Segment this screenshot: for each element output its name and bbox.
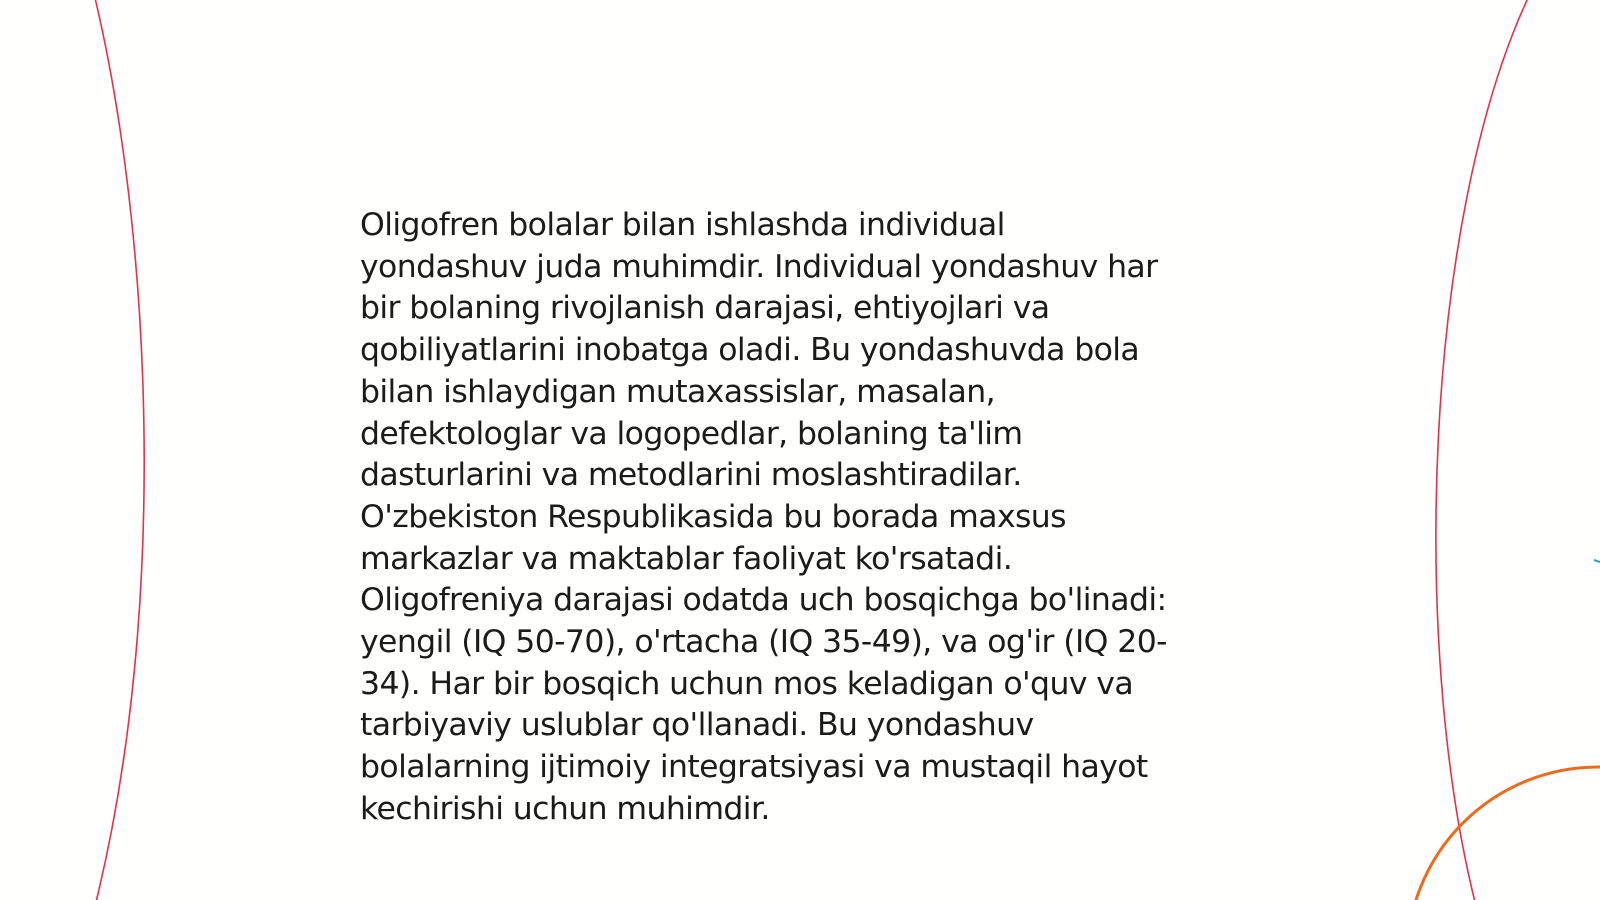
right-curve-line: [1436, 0, 1528, 900]
body-text: Oligofren bolalar bilan ishlashda individual yondashuv juda muhimdir. Individual yondashuv har bir bolaning rivojlanish darajasi, ehtiyojlari va qobiliyatlarini inobatga oladi. Bu yondashuvda bola bilan ishlaydigan mutaxassislar, masalan, defektologlar va logopedlar, bolaning ta'lim dasturlarini va metodlarini moslashtiradilar. O'zbekiston Respublikasida bu borada maxsus markazlar va maktablar faoliyat ko'rsatadi. Oligofreniya darajasi odatda uch bosqichga bo'linadi: yengil (IQ 50-70), o'rtacha (IQ 35-49), va og'ir (IQ 20- 34). Har bir bosqich uchun mos keladigan o'quv va tarbiyaviy uslublar qo'llanadi. Bu yondashuv bolalarning ijtimoiy integratsiyasi va mustaqil hayot kechirishi uchun muhimdir.: [360, 207, 1167, 827]
left-curve-line: [95, 0, 144, 900]
accent-mark: [1594, 560, 1600, 562]
orange-arc: [1407, 767, 1600, 900]
